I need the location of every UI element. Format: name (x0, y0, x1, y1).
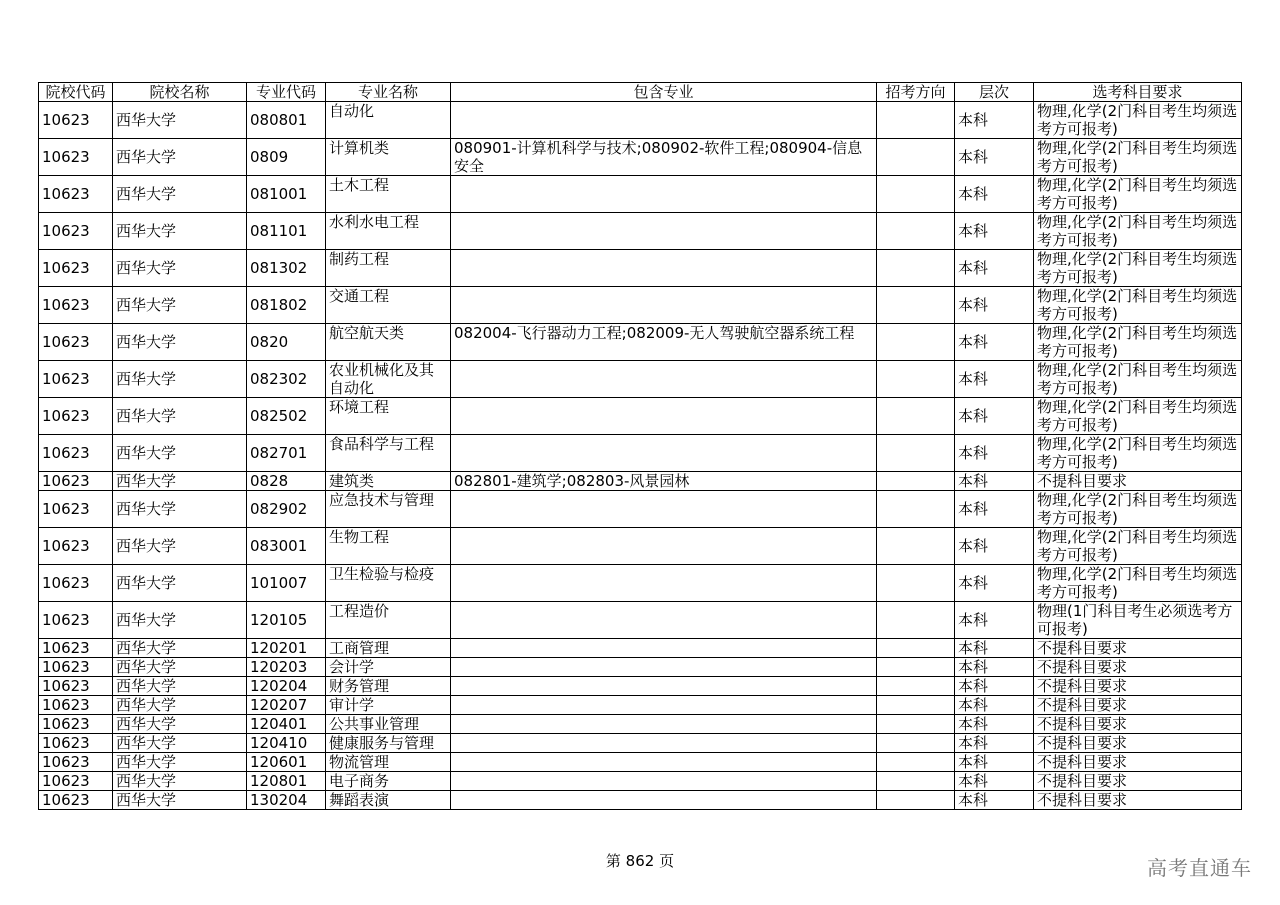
table-row (39, 696, 1242, 715)
cell-major-code: 083001 (247, 528, 326, 565)
cell-level: 本科 (955, 435, 1034, 472)
cell-major-code: 120203 (247, 658, 326, 677)
cell-level: 本科 (955, 176, 1034, 213)
cell-school-name: 西华大学 (113, 696, 247, 715)
cell-included-majors (451, 753, 877, 772)
cell-major-code: 081101 (247, 213, 326, 250)
cell-direction (877, 528, 955, 565)
cell-subject-requirement: 物理,化学(2门科目考生均须选考方可报考) (1034, 287, 1242, 324)
cell-major-name: 自动化 (326, 102, 451, 139)
cell-direction (877, 639, 955, 658)
cell-major-code: 082302 (247, 361, 326, 398)
cell-subject-requirement: 不提科目要求 (1034, 677, 1242, 696)
cell-major-code: 081802 (247, 287, 326, 324)
cell-level: 本科 (955, 139, 1034, 176)
cell-subject-requirement: 物理,化学(2门科目考生均须选考方可报考) (1034, 398, 1242, 435)
cell-school-name: 西华大学 (113, 677, 247, 696)
cell-major-code: 0809 (247, 139, 326, 176)
table-row (39, 102, 1242, 139)
cell-level: 本科 (955, 791, 1034, 810)
cell-major-code: 0820 (247, 324, 326, 361)
cell-direction (877, 213, 955, 250)
cell-subject-requirement: 物理,化学(2门科目考生均须选考方可报考) (1034, 435, 1242, 472)
cell-school-code: 10623 (39, 658, 113, 677)
table-row (39, 602, 1242, 639)
cell-major-name: 交通工程 (326, 287, 451, 324)
cell-included-majors (451, 435, 877, 472)
cell-included-majors (451, 734, 877, 753)
table-row (39, 565, 1242, 602)
cell-school-code: 10623 (39, 565, 113, 602)
table-row (39, 472, 1242, 491)
cell-major-name: 健康服务与管理 (326, 734, 451, 753)
cell-major-name: 水利水电工程 (326, 213, 451, 250)
cell-school-code: 10623 (39, 102, 113, 139)
cell-subject-requirement: 不提科目要求 (1034, 696, 1242, 715)
cell-included-majors (451, 565, 877, 602)
cell-school-code: 10623 (39, 491, 113, 528)
cell-included-majors (451, 213, 877, 250)
cell-major-code: 120801 (247, 772, 326, 791)
cell-major-name: 环境工程 (326, 398, 451, 435)
cell-school-code: 10623 (39, 176, 113, 213)
cell-school-code: 10623 (39, 528, 113, 565)
cell-school-code: 10623 (39, 139, 113, 176)
cell-major-code: 082502 (247, 398, 326, 435)
cell-school-code: 10623 (39, 435, 113, 472)
cell-school-name: 西华大学 (113, 213, 247, 250)
cell-level: 本科 (955, 734, 1034, 753)
cell-direction (877, 361, 955, 398)
cell-direction (877, 658, 955, 677)
cell-major-name: 舞蹈表演 (326, 791, 451, 810)
cell-school-name: 西华大学 (113, 472, 247, 491)
cell-major-name: 食品科学与工程 (326, 435, 451, 472)
cell-included-majors: 080901-计算机科学与技术;080902-软件工程;080904-信息安全 (451, 139, 877, 176)
cell-included-majors (451, 639, 877, 658)
table-row (39, 658, 1242, 677)
cell-school-name: 西华大学 (113, 528, 247, 565)
cell-subject-requirement: 物理,化学(2门科目考生均须选考方可报考) (1034, 528, 1242, 565)
cell-school-code: 10623 (39, 677, 113, 696)
header-school-code: 院校代码 (39, 83, 113, 102)
header-level: 层次 (955, 83, 1034, 102)
cell-level: 本科 (955, 361, 1034, 398)
cell-major-code: 120204 (247, 677, 326, 696)
cell-major-name: 制药工程 (326, 250, 451, 287)
cell-major-name: 财务管理 (326, 677, 451, 696)
cell-direction (877, 250, 955, 287)
cell-school-name: 西华大学 (113, 772, 247, 791)
table-row (39, 324, 1242, 361)
cell-subject-requirement: 物理,化学(2门科目考生均须选考方可报考) (1034, 361, 1242, 398)
cell-level: 本科 (955, 639, 1034, 658)
header-school-name: 院校名称 (113, 83, 247, 102)
cell-included-majors (451, 696, 877, 715)
cell-level: 本科 (955, 250, 1034, 287)
cell-subject-requirement: 物理(1门科目考生必须选考方可报考) (1034, 602, 1242, 639)
cell-major-code: 081001 (247, 176, 326, 213)
cell-level: 本科 (955, 398, 1034, 435)
cell-school-code: 10623 (39, 772, 113, 791)
cell-major-name: 会计学 (326, 658, 451, 677)
cell-school-code: 10623 (39, 287, 113, 324)
table-row (39, 639, 1242, 658)
cell-subject-requirement: 不提科目要求 (1034, 753, 1242, 772)
cell-major-name: 土木工程 (326, 176, 451, 213)
cell-direction (877, 734, 955, 753)
cell-subject-requirement: 不提科目要求 (1034, 791, 1242, 810)
cell-major-name: 应急技术与管理 (326, 491, 451, 528)
cell-included-majors (451, 250, 877, 287)
header-included-majors: 包含专业 (451, 83, 877, 102)
cell-level: 本科 (955, 753, 1034, 772)
cell-included-majors (451, 102, 877, 139)
cell-level: 本科 (955, 715, 1034, 734)
table-row (39, 715, 1242, 734)
cell-direction (877, 491, 955, 528)
cell-subject-requirement: 物理,化学(2门科目考生均须选考方可报考) (1034, 139, 1242, 176)
cell-school-code: 10623 (39, 696, 113, 715)
cell-subject-requirement: 不提科目要求 (1034, 639, 1242, 658)
cell-included-majors (451, 677, 877, 696)
cell-direction (877, 791, 955, 810)
cell-major-name: 建筑类 (326, 472, 451, 491)
cell-level: 本科 (955, 565, 1034, 602)
cell-school-name: 西华大学 (113, 324, 247, 361)
cell-subject-requirement: 物理,化学(2门科目考生均须选考方可报考) (1034, 176, 1242, 213)
cell-school-code: 10623 (39, 472, 113, 491)
cell-subject-requirement: 不提科目要求 (1034, 734, 1242, 753)
cell-included-majors (451, 361, 877, 398)
cell-direction (877, 176, 955, 213)
cell-school-name: 西华大学 (113, 287, 247, 324)
cell-major-name: 电子商务 (326, 772, 451, 791)
cell-school-name: 西华大学 (113, 491, 247, 528)
header-direction: 招考方向 (877, 83, 955, 102)
cell-school-name: 西华大学 (113, 639, 247, 658)
cell-major-code: 120410 (247, 734, 326, 753)
cell-direction (877, 602, 955, 639)
cell-subject-requirement: 物理,化学(2门科目考生均须选考方可报考) (1034, 250, 1242, 287)
cell-direction (877, 435, 955, 472)
table-row (39, 753, 1242, 772)
cell-major-code: 082902 (247, 491, 326, 528)
cell-major-code: 120401 (247, 715, 326, 734)
cell-major-name: 工程造价 (326, 602, 451, 639)
cell-subject-requirement: 物理,化学(2门科目考生均须选考方可报考) (1034, 491, 1242, 528)
cell-level: 本科 (955, 491, 1034, 528)
table-row (39, 361, 1242, 398)
cell-subject-requirement: 不提科目要求 (1034, 772, 1242, 791)
cell-school-name: 西华大学 (113, 565, 247, 602)
cell-direction (877, 472, 955, 491)
cell-school-name: 西华大学 (113, 435, 247, 472)
cell-school-name: 西华大学 (113, 250, 247, 287)
table-row (39, 772, 1242, 791)
cell-included-majors (451, 491, 877, 528)
cell-major-code: 120207 (247, 696, 326, 715)
cell-included-majors (451, 658, 877, 677)
table-row (39, 734, 1242, 753)
cell-school-code: 10623 (39, 324, 113, 361)
cell-subject-requirement: 物理,化学(2门科目考生均须选考方可报考) (1034, 324, 1242, 361)
cell-major-name: 公共事业管理 (326, 715, 451, 734)
cell-included-majors (451, 791, 877, 810)
page-number: 第 862 页 (605, 852, 675, 870)
cell-level: 本科 (955, 324, 1034, 361)
cell-included-majors (451, 528, 877, 565)
cell-included-majors: 082801-建筑学;082803-风景园林 (451, 472, 877, 491)
cell-school-code: 10623 (39, 791, 113, 810)
cell-direction (877, 565, 955, 602)
cell-school-name: 西华大学 (113, 791, 247, 810)
table-row (39, 528, 1242, 565)
cell-school-name: 西华大学 (113, 102, 247, 139)
cell-included-majors (451, 602, 877, 639)
cell-level: 本科 (955, 287, 1034, 324)
table-row (39, 213, 1242, 250)
table-row (39, 435, 1242, 472)
cell-school-code: 10623 (39, 398, 113, 435)
cell-direction (877, 102, 955, 139)
cell-level: 本科 (955, 213, 1034, 250)
cell-direction (877, 753, 955, 772)
cell-major-code: 0828 (247, 472, 326, 491)
watermark-logo: 高考直通车 (1147, 856, 1252, 880)
cell-school-code: 10623 (39, 250, 113, 287)
cell-major-name: 工商管理 (326, 639, 451, 658)
cell-major-name: 农业机械化及其自动化 (326, 361, 451, 398)
cell-school-name: 西华大学 (113, 715, 247, 734)
header-subject-requirement: 选考科目要求 (1034, 83, 1242, 102)
cell-subject-requirement: 不提科目要求 (1034, 472, 1242, 491)
admission-table (38, 82, 1242, 810)
header-major-name: 专业名称 (326, 83, 451, 102)
cell-direction (877, 398, 955, 435)
table-row (39, 491, 1242, 528)
cell-major-code: 120601 (247, 753, 326, 772)
cell-level: 本科 (955, 528, 1034, 565)
cell-major-code: 130204 (247, 791, 326, 810)
cell-school-code: 10623 (39, 602, 113, 639)
cell-major-code: 101007 (247, 565, 326, 602)
cell-school-name: 西华大学 (113, 139, 247, 176)
cell-major-code: 120105 (247, 602, 326, 639)
cell-level: 本科 (955, 472, 1034, 491)
cell-direction (877, 772, 955, 791)
cell-level: 本科 (955, 677, 1034, 696)
cell-school-code: 10623 (39, 639, 113, 658)
cell-school-code: 10623 (39, 361, 113, 398)
cell-school-code: 10623 (39, 213, 113, 250)
cell-direction (877, 715, 955, 734)
cell-school-name: 西华大学 (113, 176, 247, 213)
cell-subject-requirement: 物理,化学(2门科目考生均须选考方可报考) (1034, 565, 1242, 602)
cell-school-name: 西华大学 (113, 602, 247, 639)
cell-major-name: 计算机类 (326, 139, 451, 176)
cell-direction (877, 287, 955, 324)
cell-major-code: 080801 (247, 102, 326, 139)
table-row (39, 398, 1242, 435)
cell-level: 本科 (955, 602, 1034, 639)
cell-major-code: 081302 (247, 250, 326, 287)
table-row (39, 176, 1242, 213)
cell-level: 本科 (955, 696, 1034, 715)
cell-direction (877, 139, 955, 176)
cell-major-name: 物流管理 (326, 753, 451, 772)
cell-school-name: 西华大学 (113, 398, 247, 435)
cell-direction (877, 696, 955, 715)
cell-direction (877, 324, 955, 361)
cell-school-name: 西华大学 (113, 734, 247, 753)
cell-subject-requirement: 不提科目要求 (1034, 715, 1242, 734)
table-row (39, 139, 1242, 176)
table-row (39, 677, 1242, 696)
cell-school-code: 10623 (39, 715, 113, 734)
table-row (39, 791, 1242, 810)
cell-school-code: 10623 (39, 734, 113, 753)
cell-level: 本科 (955, 772, 1034, 791)
table-row (39, 250, 1242, 287)
cell-school-name: 西华大学 (113, 753, 247, 772)
cell-level: 本科 (955, 102, 1034, 139)
cell-subject-requirement: 物理,化学(2门科目考生均须选考方可报考) (1034, 213, 1242, 250)
cell-major-name: 卫生检验与检疫 (326, 565, 451, 602)
cell-major-name: 审计学 (326, 696, 451, 715)
cell-subject-requirement: 不提科目要求 (1034, 658, 1242, 677)
cell-school-name: 西华大学 (113, 658, 247, 677)
header-major-code: 专业代码 (247, 83, 326, 102)
cell-major-name: 航空航天类 (326, 324, 451, 361)
header-row (39, 83, 1242, 102)
cell-included-majors (451, 287, 877, 324)
cell-school-name: 西华大学 (113, 361, 247, 398)
cell-included-majors (451, 715, 877, 734)
cell-included-majors (451, 176, 877, 213)
cell-school-code: 10623 (39, 753, 113, 772)
cell-included-majors (451, 398, 877, 435)
cell-subject-requirement: 物理,化学(2门科目考生均须选考方可报考) (1034, 102, 1242, 139)
cell-included-majors: 082004-飞行器动力工程;082009-无人驾驶航空器系统工程 (451, 324, 877, 361)
cell-level: 本科 (955, 658, 1034, 677)
cell-major-code: 120201 (247, 639, 326, 658)
cell-major-name: 生物工程 (326, 528, 451, 565)
cell-direction (877, 677, 955, 696)
table-row (39, 287, 1242, 324)
cell-included-majors (451, 772, 877, 791)
cell-major-code: 082701 (247, 435, 326, 472)
